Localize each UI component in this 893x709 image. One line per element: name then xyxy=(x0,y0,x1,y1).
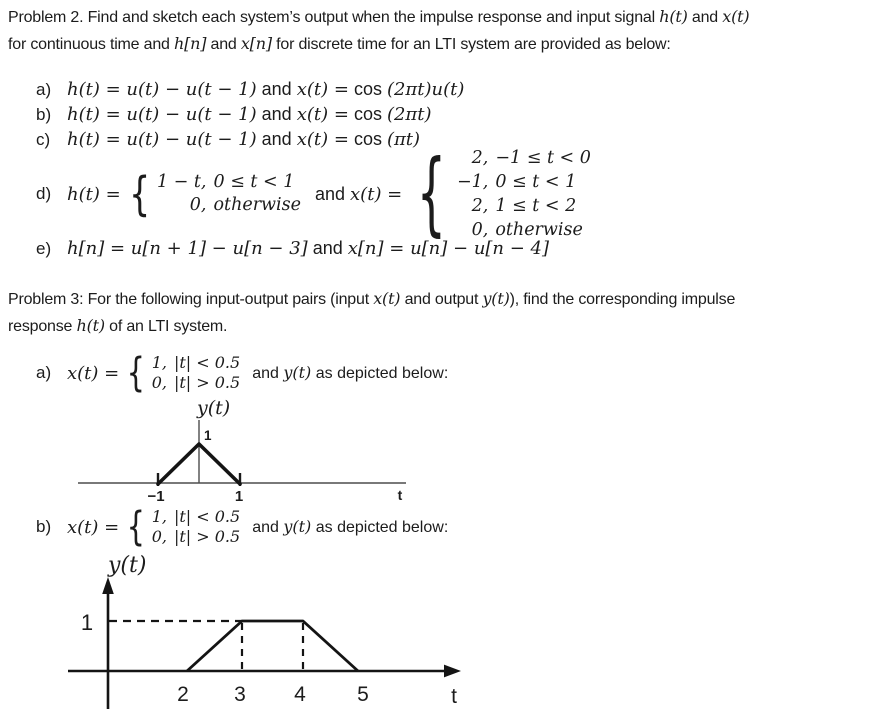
item-label: c) xyxy=(36,129,51,149)
x-definition: x(t) = xyxy=(67,516,120,538)
graph2-y-axis-arrow-icon xyxy=(102,577,114,594)
piecewise-condition: |t| < 0.5 xyxy=(173,507,241,526)
piecewise-value: 1, xyxy=(151,507,167,526)
problem2-intro-line1: Problem 2. Find and sketch each system’s output when the impulse response and input signal h(t) and x(t) xyxy=(8,7,750,26)
h-definition: h(t) = xyxy=(67,183,121,205)
h-piecewise-rows xyxy=(157,171,301,217)
piecewise-condition: |t| < 0.5 xyxy=(173,353,241,372)
graph2-x-axis-arrow-icon xyxy=(444,665,461,678)
graph1-title: y(t) xyxy=(197,398,231,419)
graph2-tick-label-3: 3 xyxy=(234,683,246,706)
problem2-item-b xyxy=(36,104,432,125)
piecewise-condition: |t| > 0.5 xyxy=(173,527,241,546)
x-definition: and x(t) = xyxy=(314,183,403,205)
item-label: d) xyxy=(36,184,52,203)
item-label: e) xyxy=(36,238,52,258)
piecewise-value: 2, xyxy=(471,148,489,168)
graph2-y-tick-label: 1 xyxy=(80,610,94,635)
x-piecewise-rows xyxy=(152,353,241,393)
left-brace-icon: { xyxy=(126,504,146,550)
left-brace-icon: { xyxy=(128,167,150,221)
piecewise-condition: 0 ≤ t < 1 xyxy=(495,172,577,192)
graph1-tick-label-pos1: 1 xyxy=(234,488,244,505)
item-label: a) xyxy=(36,363,52,382)
piecewise-value: 1, xyxy=(151,353,167,372)
graph2-trapezoid-sketch xyxy=(58,548,472,709)
left-brace-icon: { xyxy=(126,350,146,396)
problem3-intro-line1: Problem 3: For the following input-output pairs (input x(t) and output y(t)), find the corresponding impulse xyxy=(8,289,736,308)
x-definition: x(t) = xyxy=(67,362,120,384)
piecewise-value: 0, xyxy=(151,527,167,546)
depicted-below-text: and y(t) as depicted below: xyxy=(252,363,449,382)
graph2-tick-label-5: 5 xyxy=(357,683,369,706)
graph2-tick-label-4: 4 xyxy=(294,683,306,706)
piecewise-condition: otherwise xyxy=(495,220,583,240)
piecewise-condition: |t| > 0.5 xyxy=(173,373,241,392)
piecewise-value: 0, xyxy=(471,220,489,240)
item-formula: h[n] = u[n + 1] − u[n − 3] and x[n] = u[n] − u[n − 4] xyxy=(67,238,550,259)
problem3-part-a xyxy=(36,351,448,395)
problem2-intro-line2: for continuous time and h[n] and x[n] for discrete time for an LTI system are provided as below: xyxy=(8,34,671,53)
graph2-axis-label: t xyxy=(451,685,457,708)
item-label: a) xyxy=(36,79,52,99)
piecewise-condition: −1 ≤ t < 0 xyxy=(495,148,591,168)
graph1-triangle-sketch xyxy=(76,398,410,506)
piecewise-value: 0, xyxy=(151,373,167,392)
depicted-below-text: and y(t) as depicted below: xyxy=(252,517,449,536)
x-piecewise-rows xyxy=(152,507,241,547)
graph2-title: y(t) xyxy=(108,553,147,578)
graph2-tick-label-2: 2 xyxy=(177,683,189,706)
item-label: b) xyxy=(36,104,52,124)
graph2-trapezoid-curve xyxy=(187,621,358,671)
item-label: b) xyxy=(36,517,52,536)
item-formula: h(t) = u(t) − u(t − 1) and x(t) = cos (2πt)u(t) xyxy=(67,79,465,100)
problem2-item-d xyxy=(36,141,591,247)
graph1-peak-label: 1 xyxy=(204,428,212,443)
piecewise-value: 2, xyxy=(471,196,489,216)
piecewise-condition: 1 ≤ t < 2 xyxy=(495,196,577,216)
piecewise-value: −1, xyxy=(456,172,489,192)
item-formula: h(t) = u(t) − u(t − 1) and x(t) = cos (2πt) xyxy=(67,104,432,125)
graph1-tick-label-neg1: −1 xyxy=(147,488,165,505)
problem3-part-b xyxy=(36,505,448,549)
graph1-axis-label: t xyxy=(397,487,403,503)
problem2-item-a xyxy=(36,79,464,100)
piecewise-condition: 0 ≤ t < 1 xyxy=(213,172,295,192)
problem2-item-e xyxy=(36,238,549,259)
x-piecewise-rows xyxy=(457,146,591,242)
item-formula: h(t) = u(t) − u(t − 1) and x(t) = cos (πt) xyxy=(67,129,421,150)
piecewise-value: 1 − t, xyxy=(156,172,207,192)
left-brace-icon: { xyxy=(416,141,447,247)
problem3-intro-line2: response h(t) of an LTI system. xyxy=(8,316,228,335)
piecewise-condition: otherwise xyxy=(213,195,301,215)
piecewise-value: 0, xyxy=(189,195,207,215)
